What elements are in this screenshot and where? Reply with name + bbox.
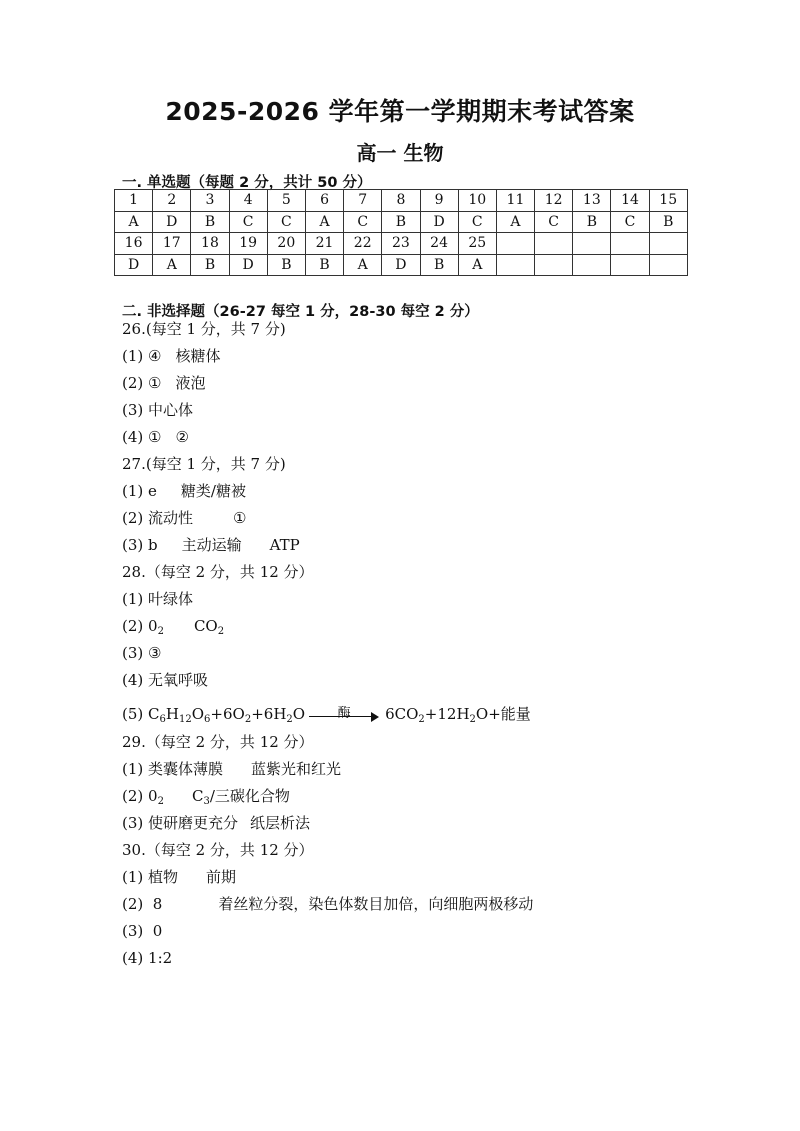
answer-value: 着丝粒分裂，染色体数目加倍，向细胞两极移动 xyxy=(218,895,534,913)
table-cell: D xyxy=(382,254,420,276)
formula-subscript: 2 xyxy=(157,626,164,637)
answer-value: 无氧呼吸 xyxy=(148,671,209,689)
answers-list xyxy=(122,316,533,972)
table-cell: 21 xyxy=(305,233,343,255)
answer-value: ① xyxy=(148,374,162,392)
formula-text: C xyxy=(148,705,160,723)
answer-line xyxy=(122,864,533,891)
answer-table xyxy=(114,189,688,276)
table-cell xyxy=(535,233,573,255)
table-cell: 6 xyxy=(305,190,343,212)
answer-value: ① xyxy=(148,428,162,446)
table-cell: 16 xyxy=(115,233,153,255)
answer-line xyxy=(122,756,533,783)
reaction-arrow-icon xyxy=(309,708,379,722)
answer-line xyxy=(122,613,533,640)
answer-value: 糖类/糖被 xyxy=(180,482,246,500)
formula-subscript: 2 xyxy=(217,626,225,637)
answer-number: (1) xyxy=(122,347,144,365)
answer-number: (1) xyxy=(122,590,144,608)
answer-value: 流动性 xyxy=(148,509,194,527)
table-cell: 11 xyxy=(496,190,534,212)
formula-subscript: 2 xyxy=(157,796,164,807)
answer-number: (1) xyxy=(122,482,144,500)
answer-number: (1) xyxy=(122,868,144,886)
answer-value xyxy=(148,787,164,805)
table-cell xyxy=(535,254,573,276)
formula-subscript: 2 xyxy=(286,714,293,725)
table-cell xyxy=(611,254,649,276)
table-cell: 22 xyxy=(344,233,382,255)
formula-text: +12H xyxy=(424,705,470,723)
answer-number: (3) xyxy=(122,922,144,940)
table-cell: A xyxy=(115,211,153,233)
formula-text: 0 xyxy=(148,787,158,805)
table-cell: 15 xyxy=(649,190,687,212)
answer-value: 1:2 xyxy=(148,949,173,967)
answer-value: 纸层析法 xyxy=(250,814,311,832)
answer-value: 蓝紫光和红光 xyxy=(251,760,342,778)
answer-value: 0 xyxy=(152,922,163,940)
table-cell: C xyxy=(229,211,267,233)
table-cell xyxy=(573,233,611,255)
formula-text: 0 xyxy=(148,617,158,635)
answer-number: (4) xyxy=(122,428,144,446)
answer-line xyxy=(122,667,533,694)
table-cell: A xyxy=(153,254,191,276)
equation-products xyxy=(385,705,531,723)
table-cell: 19 xyxy=(229,233,267,255)
table-cell: 10 xyxy=(458,190,496,212)
table-cell: B xyxy=(382,211,420,233)
answer-number: (2) xyxy=(122,374,144,392)
table-cell: 13 xyxy=(573,190,611,212)
equation-reactants xyxy=(148,705,305,723)
answer-number: (3) xyxy=(122,814,144,832)
table-cell: 18 xyxy=(191,233,229,255)
catalyst-label: 酶 xyxy=(337,706,351,721)
answer-number: (2) xyxy=(122,787,144,805)
answer-line xyxy=(122,397,533,424)
answer-number: (3) xyxy=(122,536,144,554)
table-cell: D xyxy=(153,211,191,233)
formula-subscript: 2 xyxy=(244,714,252,725)
answer-number: (3) xyxy=(122,401,144,419)
answer-value: 主动运输 xyxy=(181,536,242,554)
answer-value: 使研磨更充分 xyxy=(148,814,239,832)
table-cell: B xyxy=(267,254,305,276)
table-cell xyxy=(649,254,687,276)
formula-text: 6CO xyxy=(385,705,419,723)
formula-text: C xyxy=(191,787,204,805)
table-cell: B xyxy=(305,254,343,276)
table-cell: B xyxy=(649,211,687,233)
table-cell xyxy=(573,254,611,276)
table-cell: 23 xyxy=(382,233,420,255)
answer-value: ② xyxy=(175,428,189,446)
formula-subscript: 12 xyxy=(178,714,192,725)
answer-line xyxy=(122,945,533,972)
answer-value: 中心体 xyxy=(148,401,194,419)
table-cell: A xyxy=(344,254,382,276)
answer-value: 前期 xyxy=(206,868,237,886)
answer-line xyxy=(122,810,533,837)
equation-line xyxy=(122,694,533,729)
answer-value xyxy=(192,787,290,805)
table-cell: A xyxy=(458,254,496,276)
table-cell: A xyxy=(496,211,534,233)
formula-text: CO xyxy=(193,617,218,635)
table-cell: 8 xyxy=(382,190,420,212)
table-cell: B xyxy=(420,254,458,276)
table-cell: B xyxy=(191,254,229,276)
table-cell xyxy=(649,233,687,255)
answer-number: (5) xyxy=(122,705,144,723)
table-cell: 5 xyxy=(267,190,305,212)
table-cell: D xyxy=(115,254,153,276)
table-cell: 3 xyxy=(191,190,229,212)
section-1-heading: 一. 单选题（每题 2 分，共计 50 分） xyxy=(122,175,372,191)
answer-value: 类囊体薄膜 xyxy=(148,760,224,778)
answer-line xyxy=(122,478,533,505)
formula-text: H xyxy=(165,705,179,723)
formula-text: /三碳化合物 xyxy=(209,787,290,805)
answer-line xyxy=(122,891,533,918)
table-cell: C xyxy=(458,211,496,233)
answer-number: (1) xyxy=(122,760,144,778)
table-cell: D xyxy=(229,254,267,276)
answer-number: (2) xyxy=(122,617,144,635)
table-cell: 2 xyxy=(153,190,191,212)
table-cell: 14 xyxy=(611,190,649,212)
page-title: 2025-2026 学年第一学期期末考试答案 xyxy=(165,97,635,126)
answer-value: 叶绿体 xyxy=(148,590,194,608)
formula-text: +6O xyxy=(210,705,245,723)
answer-line xyxy=(122,424,533,451)
table-cell: B xyxy=(191,211,229,233)
answer-line xyxy=(122,783,533,810)
answer-number: (4) xyxy=(122,671,144,689)
page-subtitle: 高一 生物 xyxy=(356,141,444,165)
answer-value: b xyxy=(148,536,158,554)
table-row xyxy=(115,190,688,212)
question-label: 30.（每空 2 分，共 12 分） xyxy=(122,841,314,859)
answer-number: (2) xyxy=(122,509,144,527)
formula-text: +6H xyxy=(251,705,287,723)
table-cell: 1 xyxy=(115,190,153,212)
table-cell: A xyxy=(305,211,343,233)
table-row xyxy=(115,233,688,255)
table-cell: 20 xyxy=(267,233,305,255)
table-cell: 25 xyxy=(458,233,496,255)
table-cell: C xyxy=(611,211,649,233)
answer-number: (4) xyxy=(122,949,144,967)
table-cell: C xyxy=(267,211,305,233)
answer-value xyxy=(194,617,224,635)
table-cell: C xyxy=(344,211,382,233)
answer-value: ① xyxy=(233,509,247,527)
formula-text: O xyxy=(292,705,306,723)
question-label: 27.(每空 1 分，共 7 分) xyxy=(122,455,286,473)
table-cell: 17 xyxy=(153,233,191,255)
section-2-heading: 二. 非选择题（26-27 每空 1 分，28-30 每空 2 分） xyxy=(122,304,479,320)
answer-value: ④ xyxy=(148,347,162,365)
answer-line xyxy=(122,532,533,559)
table-cell: C xyxy=(535,211,573,233)
table-cell: 12 xyxy=(535,190,573,212)
formula-subscript: 6 xyxy=(204,714,211,725)
table-cell: 4 xyxy=(229,190,267,212)
answer-value: 核糖体 xyxy=(175,347,221,365)
table-cell: D xyxy=(420,211,458,233)
table-row xyxy=(115,211,688,233)
answer-line xyxy=(122,586,533,613)
table-cell: 7 xyxy=(344,190,382,212)
table-cell xyxy=(496,254,534,276)
answer-value: ATP xyxy=(269,536,300,554)
answer-line xyxy=(122,505,533,532)
answer-number: (3) xyxy=(122,644,144,662)
question-label: 29.（每空 2 分，共 12 分） xyxy=(122,733,314,751)
answer-line xyxy=(122,343,533,370)
answer-line xyxy=(122,918,533,945)
table-cell: 9 xyxy=(420,190,458,212)
answer-value: e xyxy=(148,482,157,500)
answer-value: ③ xyxy=(148,644,162,662)
answer-line xyxy=(122,640,533,667)
table-cell xyxy=(611,233,649,255)
answer-value: 植物 xyxy=(148,868,179,886)
formula-subscript: 3 xyxy=(203,796,210,807)
table-cell: 24 xyxy=(420,233,458,255)
formula-text: O+能量 xyxy=(475,705,531,723)
answer-value: 液泡 xyxy=(175,374,206,392)
answer-number: (2) xyxy=(122,895,144,913)
table-cell: B xyxy=(573,211,611,233)
table-row xyxy=(115,254,688,276)
answer-line xyxy=(122,370,533,397)
formula-subscript: 2 xyxy=(418,714,425,725)
answer-value xyxy=(148,617,164,635)
formula-subscript: 2 xyxy=(469,714,476,725)
question-label: 28.（每空 2 分，共 12 分） xyxy=(122,563,314,581)
formula-subscript: 6 xyxy=(159,714,166,725)
table-cell xyxy=(496,233,534,255)
answer-value: 8 xyxy=(152,895,163,913)
question-label: 26.(每空 1 分，共 7 分) xyxy=(122,320,286,338)
formula-text: O xyxy=(191,705,205,723)
